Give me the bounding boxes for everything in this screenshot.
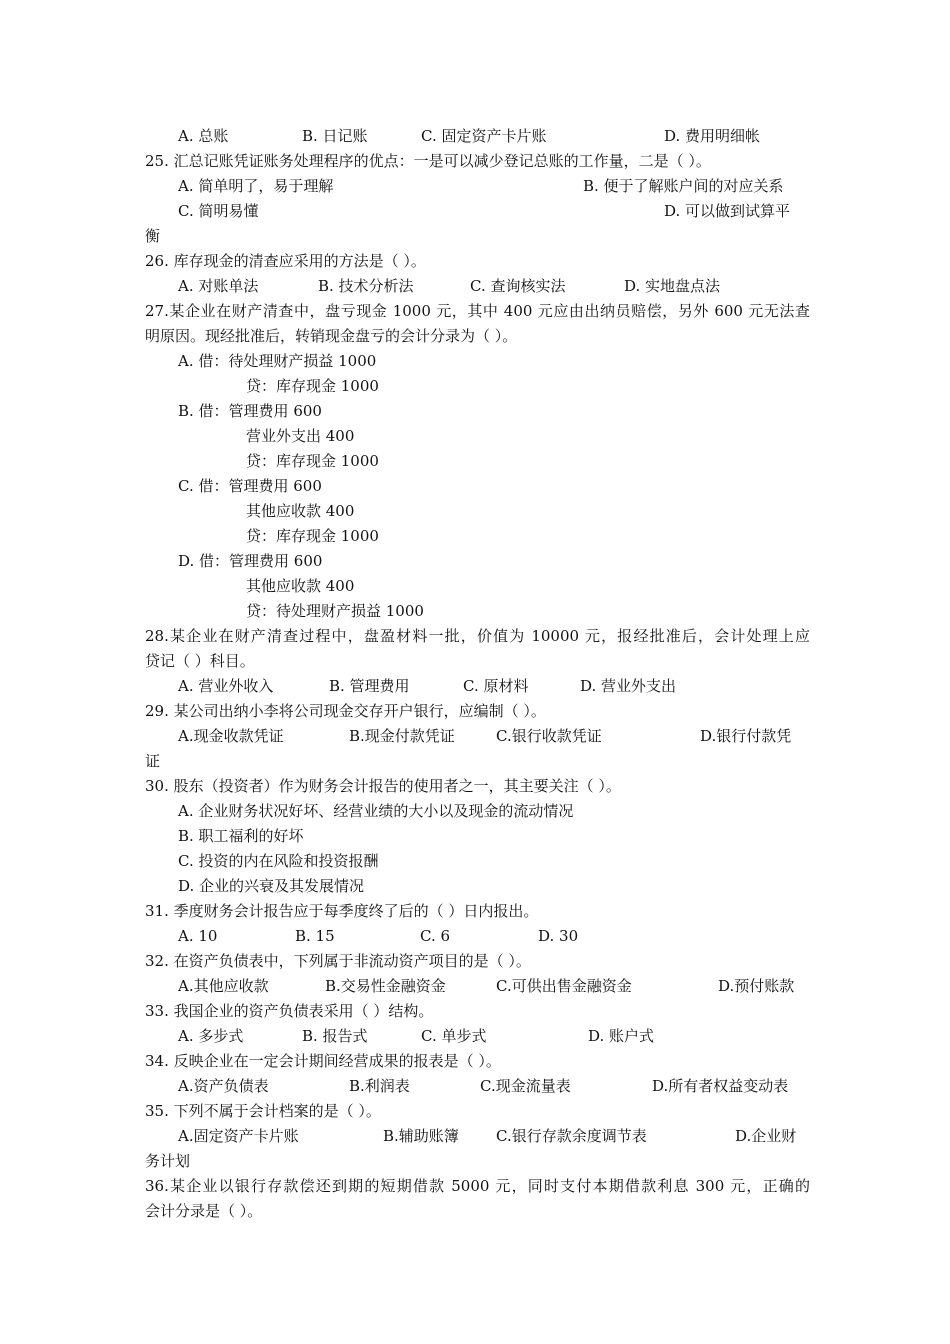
q29-option-b: B.现金付款凭证 [349,727,455,745]
q26-option-b: B. 技术分析法 [318,277,414,295]
q26-stem: 26. 库存现金的清查应采用的方法是（ ）。 [145,252,426,270]
q29-option-d: D.银行付款凭 [700,727,792,745]
q27-option-b-head: B. 借：管理费用 600 [178,402,322,420]
q34-stem: 34. 反映企业在一定会计期间经营成果的报表是（ ）。 [145,1052,501,1070]
q27-option-b-line1: 营业外支出 400 [246,427,355,445]
q27-option-d-line1: 其他应收款 400 [246,577,355,595]
q28-option-d: D. 营业外支出 [580,677,677,695]
q31-option-d: D. 30 [538,927,579,945]
q32-option-b: B.交易性金融资金 [325,977,446,995]
q25-option-d: D. 可以做到试算平 [664,202,791,220]
q33-option-c: C. 单步式 [421,1027,487,1045]
q29-option-c: C.银行收款凭证 [496,727,602,745]
q34-option-a: A.资产负债表 [178,1077,269,1095]
q33-option-d: D. 账户式 [588,1027,655,1045]
q25-option-c: C. 简明易懂 [178,202,259,220]
q35-stem: 35. 下列不属于会计档案的是（ ）。 [145,1102,381,1120]
q27-option-d-line2: 贷：待处理财产损益 1000 [246,602,424,620]
q27-option-a-head: A. 借：待处理财产损益 1000 [178,352,377,370]
q34-option-d: D.所有者权益变动表 [652,1077,789,1095]
q25-option-a: A. 简单明了，易于理解 [178,177,334,195]
q26-option-d: D. 实地盘点法 [624,277,721,295]
q26-option-c: C. 查询核实法 [470,277,566,295]
q32-option-a: A.其他应收款 [178,977,269,995]
q33-stem: 33. 我国企业的资产负债表采用（ ）结构。 [145,1002,434,1020]
q34-option-c: C.现金流量表 [480,1077,571,1095]
q24-option-b: B. 日记账 [302,127,368,145]
q24-option-d: D. 费用明细帐 [664,127,761,145]
q28-stem-line2: 贷记（ ）科目。 [145,652,255,670]
q26-option-a: A. 对账单法 [178,277,259,295]
q27-option-c-line2: 贷：库存现金 1000 [246,527,379,545]
q25-option-b: B. 便于了解账户间的对应关系 [583,177,784,195]
q30-option-d: D. 企业的兴衰及其发展情况 [178,877,365,895]
q33-option-b: B. 报告式 [302,1027,368,1045]
q29-wrap: 证 [145,752,161,770]
q25-wrap: 衡 [145,227,161,245]
q35-option-b: B.辅助账簿 [383,1127,459,1145]
q27-option-b-line2: 贷：库存现金 1000 [246,452,379,470]
q35-wrap: 务计划 [145,1152,191,1170]
q32-stem: 32. 在资产负债表中，下列属于非流动资产项目的是（ ）。 [145,952,531,970]
q30-stem: 30. 股东（投资者）作为财务会计报告的使用者之一，其主要关注（ ）。 [145,777,621,795]
q28-stem-line1: 28.某企业在财产清查过程中，盘盈材料一批，价值为 10000 元，报经批准后，会计处理上应 [145,627,810,645]
q32-option-d: D.预付账款 [718,977,795,995]
q27-stem-line1: 27.某企业在财产清查中，盘亏现金 1000 元，其中 400 元应由出纳员赔偿，另外 600 元无法查 [145,302,810,320]
q34-option-b: B.利润表 [349,1077,410,1095]
q35-option-c: C.银行存款余度调节表 [496,1127,647,1145]
q31-option-a: A. 10 [178,927,218,945]
q27-option-d-head: D. 借：管理费用 600 [178,552,323,570]
q31-option-c: C. 6 [420,927,451,945]
q28-option-c: C. 原材料 [463,677,529,695]
q27-option-c-head: C. 借：管理费用 600 [178,477,322,495]
q36-stem-line2: 会计分录是（ ）。 [145,1202,263,1220]
q30-option-c: C. 投资的内在风险和投资报酬 [178,852,379,870]
q36-stem-line1: 36.某企业以银行存款偿还到期的短期借款 5000 元，同时支付本期借款利息 300 元，正确的 [145,1177,810,1195]
q35-option-d: D.企业财 [735,1127,797,1145]
q28-option-a: A. 营业外收入 [178,677,274,695]
q28-option-b: B. 管理费用 [329,677,410,695]
q24-option-c: C. 固定资产卡片账 [421,127,547,145]
q33-option-a: A. 多步式 [178,1027,244,1045]
q30-option-a: A. 企业财务状况好坏、经营业绩的大小以及现金的流动情况 [178,802,574,820]
q32-option-c: C.可供出售金融资金 [496,977,632,995]
q24-option-a: A. 总账 [178,127,229,145]
q27-option-a-line1: 贷：库存现金 1000 [246,377,379,395]
q27-stem-line2: 明原因。现经批准后，转销现金盘亏的会计分录为（ ）。 [145,327,518,345]
q35-option-a: A.固定资产卡片账 [178,1127,299,1145]
q29-stem: 29. 某公司出纳小李将公司现金交存开户银行，应编制（ ）。 [145,702,546,720]
q29-option-a: A.现金收款凭证 [178,727,284,745]
q27-option-c-line1: 其他应收款 400 [246,502,355,520]
q31-stem: 31. 季度财务会计报告应于每季度终了后的（ ）日内报出。 [145,902,539,920]
q25-stem: 25. 汇总记账凭证账务处理程序的优点：一是可以减少登记总账的工作量，二是（ ）。 [145,152,711,170]
q31-option-b: B. 15 [295,927,335,945]
q30-option-b: B. 职工福利的好坏 [178,827,304,845]
